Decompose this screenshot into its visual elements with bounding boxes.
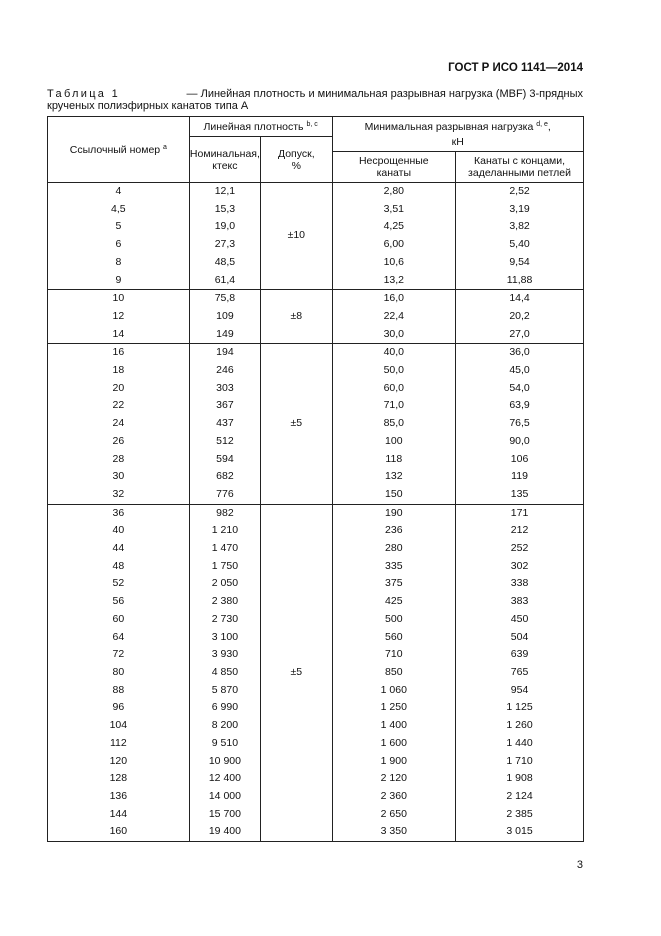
cell-nominal: 594 (189, 451, 260, 469)
cell-spliced: 45,0 (456, 362, 584, 380)
cell-spliced: 9,54 (456, 254, 584, 272)
cell-unspliced: 40,0 (332, 344, 456, 362)
cell-unspliced: 100 (332, 433, 456, 451)
cell-spliced: 3 015 (456, 823, 584, 841)
cell-ref-number: 80 (48, 664, 190, 682)
cell-nominal: 437 (189, 415, 260, 433)
cell-unspliced: 13,2 (332, 272, 456, 290)
cell-unspliced: 4,25 (332, 218, 456, 236)
cell-ref-number: 52 (48, 575, 190, 593)
cell-spliced: 14,4 (456, 290, 584, 308)
cell-nominal: 6 990 (189, 699, 260, 717)
header-ref-number: Ссылочный номер $^a$ (48, 117, 190, 183)
cell-unspliced: 10,6 (332, 254, 456, 272)
cell-spliced: 1 125 (456, 699, 584, 717)
cell-spliced: 90,0 (456, 433, 584, 451)
cell-ref-number: 64 (48, 629, 190, 647)
cell-nominal: 61,4 (189, 272, 260, 290)
cell-spliced: 63,9 (456, 397, 584, 415)
cell-unspliced: 71,0 (332, 397, 456, 415)
cell-ref-number: 44 (48, 540, 190, 558)
cell-nominal: 9 510 (189, 735, 260, 753)
cell-tolerance: ±8 (261, 290, 332, 344)
header-mbf: Минимальная разрывная нагрузка $^{d, e}$, кН (332, 117, 584, 152)
cell-spliced: 135 (456, 486, 584, 504)
cell-spliced: 1 710 (456, 753, 584, 771)
cell-ref-number: 26 (48, 433, 190, 451)
cell-spliced: 36,0 (456, 344, 584, 362)
cell-spliced: 1 260 (456, 717, 584, 735)
cell-nominal: 194 (189, 344, 260, 362)
cell-ref-number: 136 (48, 788, 190, 806)
cell-nominal: 15 700 (189, 806, 260, 824)
cell-spliced: 171 (456, 504, 584, 522)
cell-unspliced: 2 360 (332, 788, 456, 806)
cell-ref-number: 128 (48, 770, 190, 788)
cell-nominal: 19 400 (189, 823, 260, 841)
footnote-mark-a: a (163, 143, 167, 151)
header-nominal: Номинальная, ктекс (189, 137, 260, 183)
cell-ref-number: 28 (48, 451, 190, 469)
cell-nominal: 75,8 (189, 290, 260, 308)
cell-nominal: 109 (189, 308, 260, 326)
header-mbf-unit: кН (451, 135, 464, 148)
cell-unspliced: 30,0 (332, 326, 456, 344)
header-unspliced: Несрощенные канаты (332, 152, 456, 183)
cell-ref-number: 88 (48, 682, 190, 700)
cell-nominal: 3 930 (189, 646, 260, 664)
cell-nominal: 1 470 (189, 540, 260, 558)
cell-ref-number: 16 (48, 344, 190, 362)
cell-nominal: 4 850 (189, 664, 260, 682)
cell-ref-number: 24 (48, 415, 190, 433)
cell-spliced: 11,88 (456, 272, 584, 290)
page-number: 3 (576, 859, 583, 871)
cell-spliced: 338 (456, 575, 584, 593)
cell-ref-number: 32 (48, 486, 190, 504)
table-row (48, 183, 584, 201)
cell-ref-number: 20 (48, 380, 190, 398)
cell-nominal: 512 (189, 433, 260, 451)
cell-ref-number: 40 (48, 522, 190, 540)
cell-nominal: 19,0 (189, 218, 260, 236)
cell-spliced: 2,52 (456, 183, 584, 201)
cell-unspliced: 335 (332, 558, 456, 576)
table-row (48, 290, 584, 308)
cell-spliced: 119 (456, 468, 584, 486)
cell-ref-number: 10 (48, 290, 190, 308)
cell-spliced: 765 (456, 664, 584, 682)
cell-ref-number: 8 (48, 254, 190, 272)
cell-unspliced: 560 (332, 629, 456, 647)
cell-spliced: 450 (456, 611, 584, 629)
cell-spliced: 3,19 (456, 201, 584, 219)
cell-unspliced: 2,80 (332, 183, 456, 201)
cell-nominal: 8 200 (189, 717, 260, 735)
cell-ref-number: 112 (48, 735, 190, 753)
cell-nominal: 776 (189, 486, 260, 504)
cell-unspliced: 85,0 (332, 415, 456, 433)
caption-text-line1: — Линейная плотность и минимальная разрывная нагрузка (MBF) 3-прядных (186, 88, 583, 100)
cell-nominal: 303 (189, 380, 260, 398)
cell-unspliced: 2 120 (332, 770, 456, 788)
cell-nominal: 27,3 (189, 236, 260, 254)
cell-unspliced: 22,4 (332, 308, 456, 326)
cell-unspliced: 1 060 (332, 682, 456, 700)
cell-nominal: 5 870 (189, 682, 260, 700)
cell-spliced: 954 (456, 682, 584, 700)
cell-nominal: 14 000 (189, 788, 260, 806)
data-table (47, 116, 584, 842)
table-label: Таблица 1 (47, 88, 121, 100)
table-body (48, 183, 584, 842)
caption-text-line2: крученых полиэфирных канатов типа А (47, 100, 249, 112)
cell-unspliced: 50,0 (332, 362, 456, 380)
cell-ref-number: 104 (48, 717, 190, 735)
table-row (48, 504, 584, 522)
table-caption (47, 88, 583, 112)
cell-ref-number: 14 (48, 326, 190, 344)
cell-nominal: 48,5 (189, 254, 260, 272)
cell-unspliced: 710 (332, 646, 456, 664)
cell-nominal: 149 (189, 326, 260, 344)
cell-spliced: 302 (456, 558, 584, 576)
cell-ref-number: 30 (48, 468, 190, 486)
document-code: ГОСТ Р ИСО 1141—2014 (448, 62, 583, 74)
header-spliced: Канаты с концами, заделанными петлей (456, 152, 584, 183)
header-tolerance: Допуск, % (261, 137, 332, 183)
cell-spliced: 383 (456, 593, 584, 611)
cell-spliced: 1 440 (456, 735, 584, 753)
cell-spliced: 27,0 (456, 326, 584, 344)
cell-unspliced: 500 (332, 611, 456, 629)
cell-ref-number: 9 (48, 272, 190, 290)
cell-unspliced: 1 250 (332, 699, 456, 717)
cell-nominal: 1 750 (189, 558, 260, 576)
cell-unspliced: 190 (332, 504, 456, 522)
cell-unspliced: 280 (332, 540, 456, 558)
cell-ref-number: 12 (48, 308, 190, 326)
cell-ref-number: 22 (48, 397, 190, 415)
header-linear-density: Линейная плотность $^{b, c}$ (189, 117, 332, 137)
cell-spliced: 5,40 (456, 236, 584, 254)
cell-spliced: 1 908 (456, 770, 584, 788)
cell-spliced: 504 (456, 629, 584, 647)
cell-ref-number: 18 (48, 362, 190, 380)
cell-unspliced: 236 (332, 522, 456, 540)
cell-tolerance: ±10 (261, 183, 332, 290)
cell-nominal: 367 (189, 397, 260, 415)
cell-ref-number: 6 (48, 236, 190, 254)
cell-spliced: 54,0 (456, 380, 584, 398)
cell-nominal: 246 (189, 362, 260, 380)
cell-unspliced: 6,00 (332, 236, 456, 254)
cell-unspliced: 1 900 (332, 753, 456, 771)
cell-unspliced: 16,0 (332, 290, 456, 308)
cell-nominal: 10 900 (189, 753, 260, 771)
cell-unspliced: 132 (332, 468, 456, 486)
cell-tolerance: ±5 (261, 504, 332, 841)
cell-nominal: 12,1 (189, 183, 260, 201)
cell-ref-number: 144 (48, 806, 190, 824)
cell-nominal: 682 (189, 468, 260, 486)
cell-unspliced: 118 (332, 451, 456, 469)
cell-unspliced: 2 650 (332, 806, 456, 824)
cell-nominal: 3 100 (189, 629, 260, 647)
cell-spliced: 212 (456, 522, 584, 540)
cell-spliced: 3,82 (456, 218, 584, 236)
cell-ref-number: 5 (48, 218, 190, 236)
footnote-mark-de: d, e (536, 120, 548, 128)
cell-spliced: 20,2 (456, 308, 584, 326)
footnote-mark-bc: b, c (306, 120, 318, 128)
cell-spliced: 252 (456, 540, 584, 558)
cell-unspliced: 3 350 (332, 823, 456, 841)
cell-unspliced: 425 (332, 593, 456, 611)
cell-ref-number: 4,5 (48, 201, 190, 219)
cell-spliced: 2 124 (456, 788, 584, 806)
cell-ref-number: 160 (48, 823, 190, 841)
cell-unspliced: 3,51 (332, 201, 456, 219)
cell-ref-number: 60 (48, 611, 190, 629)
cell-nominal: 1 210 (189, 522, 260, 540)
cell-spliced: 106 (456, 451, 584, 469)
cell-nominal: 2 730 (189, 611, 260, 629)
cell-spliced: 639 (456, 646, 584, 664)
cell-ref-number: 72 (48, 646, 190, 664)
cell-spliced: 2 385 (456, 806, 584, 824)
cell-unspliced: 375 (332, 575, 456, 593)
cell-unspliced: 1 600 (332, 735, 456, 753)
cell-ref-number: 120 (48, 753, 190, 771)
cell-ref-number: 96 (48, 699, 190, 717)
cell-nominal: 12 400 (189, 770, 260, 788)
cell-ref-number: 36 (48, 504, 190, 522)
cell-unspliced: 60,0 (332, 380, 456, 398)
cell-unspliced: 1 400 (332, 717, 456, 735)
cell-tolerance: ±5 (261, 344, 332, 504)
cell-unspliced: 150 (332, 486, 456, 504)
cell-nominal: 2 380 (189, 593, 260, 611)
cell-unspliced: 850 (332, 664, 456, 682)
cell-ref-number: 56 (48, 593, 190, 611)
cell-ref-number: 48 (48, 558, 190, 576)
cell-nominal: 15,3 (189, 201, 260, 219)
table-row (48, 344, 584, 362)
cell-ref-number: 4 (48, 183, 190, 201)
cell-nominal: 2 050 (189, 575, 260, 593)
cell-spliced: 76,5 (456, 415, 584, 433)
cell-nominal: 982 (189, 504, 260, 522)
